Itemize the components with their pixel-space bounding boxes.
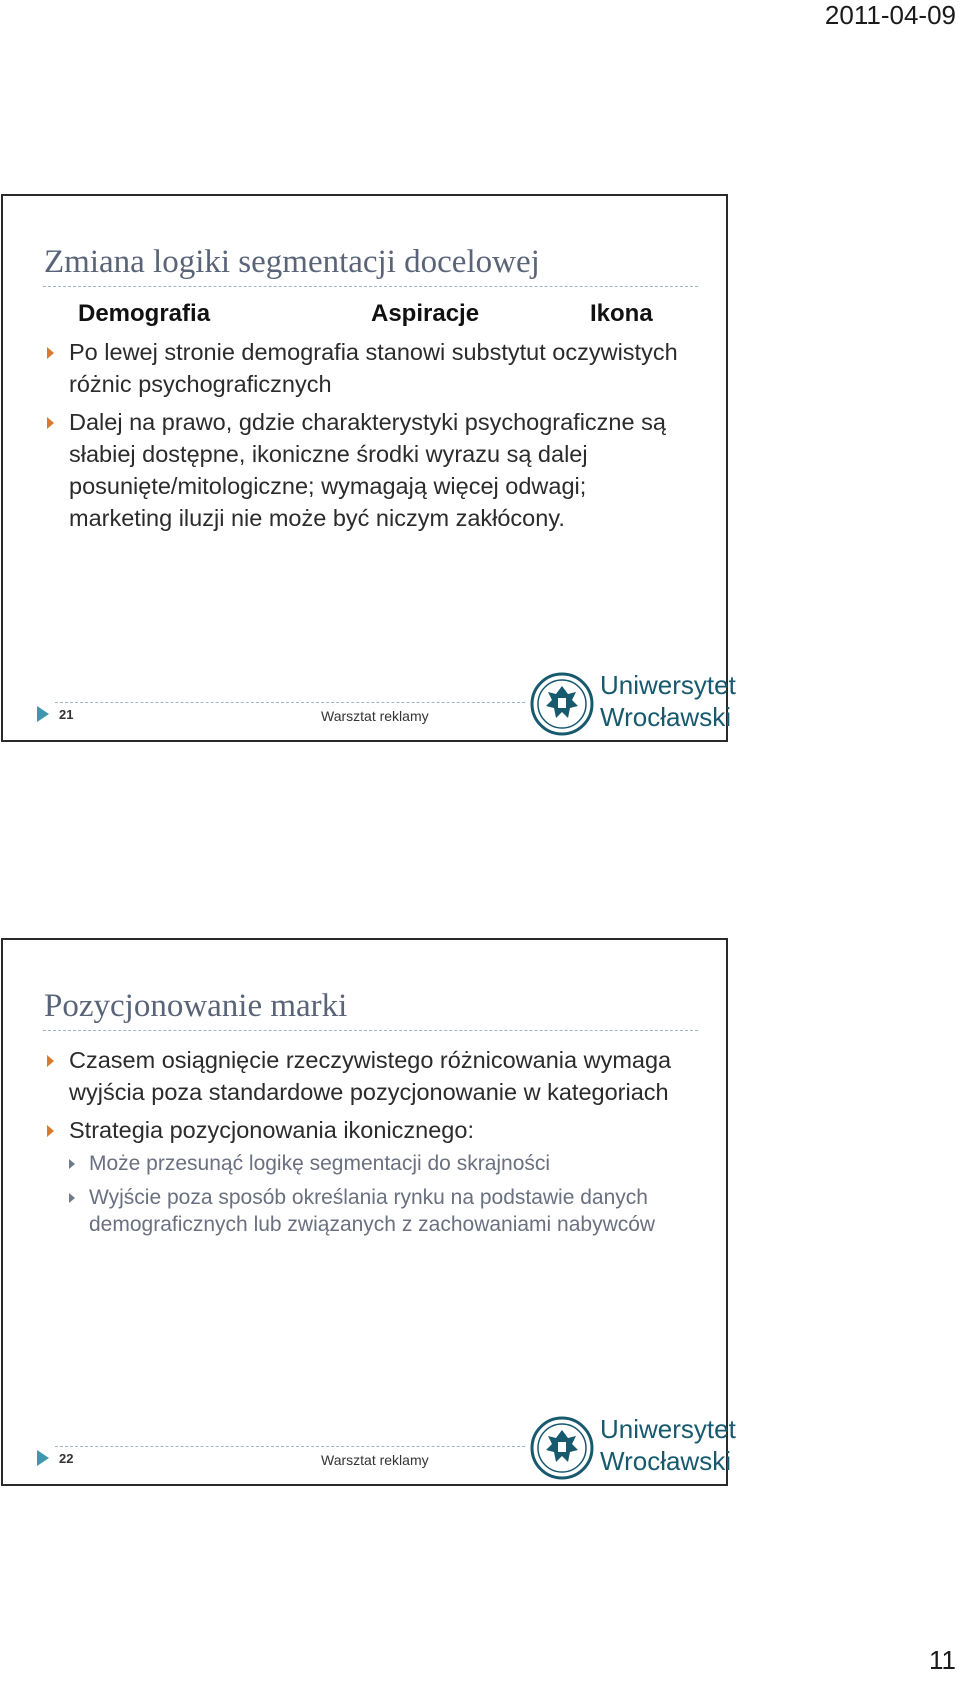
- segment-columns: [3, 300, 730, 336]
- bullet-item: [45, 1044, 685, 1108]
- slide-number: 22: [59, 1451, 74, 1466]
- sub-bullet-arrow-icon: [69, 1193, 75, 1203]
- slide-title: Zmiana logiki segmentacji docelowej: [44, 244, 540, 280]
- sub-bullet-item: [65, 1150, 685, 1177]
- sub-bullet-item: [65, 1184, 685, 1238]
- sub-bullet-list: [65, 1150, 685, 1238]
- bullet-text: Dalej na prawo, gdzie charakterystyki psychograficzne są słabiej dostępne, ikoniczne środki wyrazu są dalej posunięte/mitologiczne; wymagają więcej odwagi; marketing iluzji nie może być niczym zakłócony.: [69, 409, 666, 531]
- bullet-item: [45, 406, 685, 534]
- bullet-arrow-icon: [47, 347, 54, 359]
- page-number: 11: [929, 1645, 956, 1675]
- slide-21: [1, 194, 736, 742]
- bullet-text: Strategia pozycjonowania ikonicznego:: [69, 1117, 474, 1143]
- slide-number: 21: [59, 707, 74, 722]
- bullet-list: [45, 336, 685, 540]
- logo-text-line1: Uniwersytet: [600, 670, 736, 700]
- footer-arrow-icon: [37, 1450, 49, 1466]
- logo-text-line1: Uniwersytet: [600, 1414, 736, 1444]
- bullet-arrow-icon: [47, 1125, 54, 1137]
- slide-22: [1, 938, 736, 1486]
- bullet-arrow-icon: [47, 1055, 54, 1067]
- bullet-list: [45, 1044, 685, 1245]
- footer-arrow-icon: [37, 706, 49, 722]
- logo-text-line2: Wrocławski: [600, 702, 731, 732]
- title-divider: [43, 286, 698, 287]
- bullet-text: Po lewej stronie demografia stanowi substytut oczywistych różnic psychograficznych: [69, 339, 678, 397]
- page-date: 2011-04-09: [824, 0, 956, 30]
- column-aspiracje: Aspiracje: [371, 300, 480, 327]
- column-ikona: Ikona: [590, 300, 653, 327]
- sub-bullet-text: Wyjście poza sposób określania rynku na podstawie danych demograficznych lub związanych z zachowaniami nabywców: [89, 1186, 656, 1236]
- university-logo: [528, 670, 736, 740]
- sub-bullet-arrow-icon: [69, 1159, 75, 1169]
- column-demografia: Demografia: [78, 300, 211, 327]
- footer-divider: [55, 702, 525, 703]
- bullet-item: [45, 336, 685, 400]
- sub-bullet-text: Może przesunąć logikę segmentacji do skrajności: [89, 1152, 551, 1175]
- bullet-arrow-icon: [47, 417, 54, 429]
- university-logo: [528, 1414, 736, 1484]
- footer-text: Warsztat reklamy: [321, 708, 429, 724]
- university-emblem-icon: [530, 1416, 594, 1480]
- university-emblem-icon: [530, 672, 594, 736]
- footer-text: Warsztat reklamy: [321, 1452, 429, 1468]
- footer-divider: [55, 1446, 525, 1447]
- bullet-text: Czasem osiągnięcie rzeczywistego różnicowania wymaga wyjścia poza standardowe pozycjonowanie w kategoriach: [69, 1047, 672, 1105]
- title-divider: [43, 1030, 698, 1031]
- slide-title: Pozycjonowanie marki: [44, 988, 348, 1024]
- logo-text-line2: Wrocławski: [600, 1446, 731, 1476]
- bullet-item: [45, 1114, 685, 1238]
